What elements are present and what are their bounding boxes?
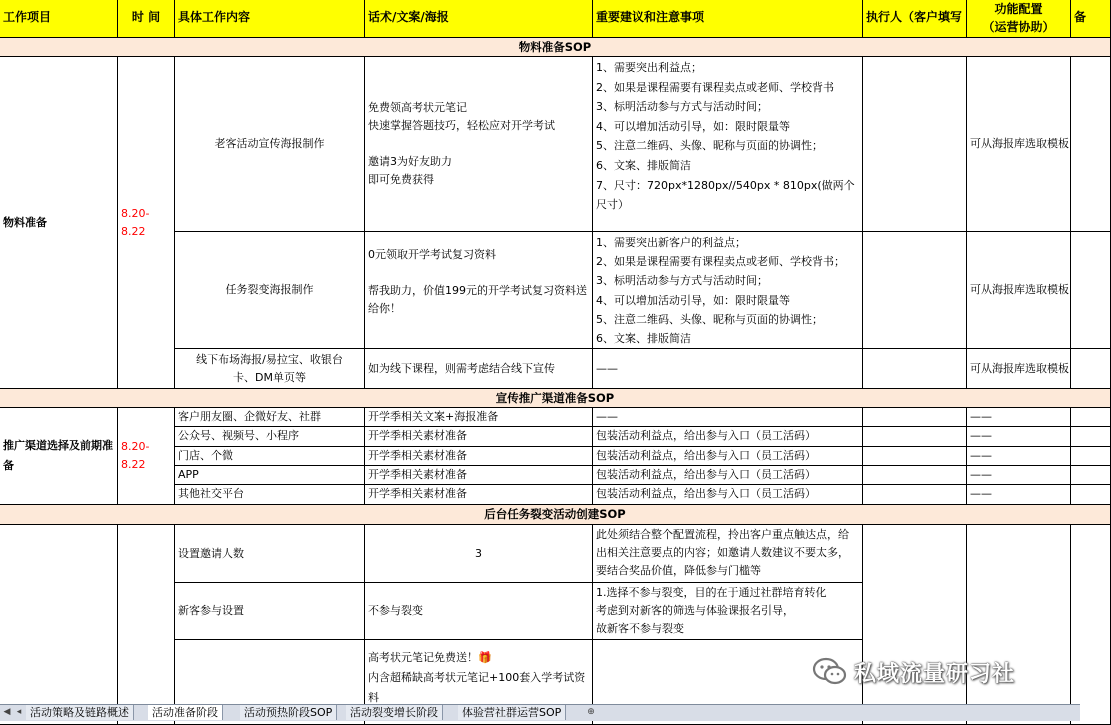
header-project[interactable]: 工作项目 bbox=[0, 0, 118, 38]
channel-row5-owner[interactable] bbox=[863, 485, 967, 505]
channel-row4-content[interactable]: APP bbox=[175, 466, 365, 485]
channel-row1-extra[interactable] bbox=[1071, 408, 1111, 427]
wechat-bubble-icon bbox=[812, 656, 848, 688]
material-row2-content[interactable]: 任务裂变海报制作 bbox=[175, 232, 365, 349]
channel-row3-copy[interactable]: 开学季相关素材准备 bbox=[365, 447, 593, 466]
material-row3-copy[interactable]: 如为线下课程，则需考虑结合线下宣传 bbox=[365, 349, 593, 389]
material-row3-content[interactable]: 线下布场海报/易拉宝、收银台卡、DM单页等 bbox=[175, 349, 365, 389]
tab-insert-sheet-icon[interactable]: ⊕ bbox=[587, 707, 595, 717]
section-backend-title[interactable]: 后台任务裂变活动创建SOP bbox=[0, 505, 1111, 525]
channel-row4-copy[interactable]: 开学季相关素材准备 bbox=[365, 466, 593, 485]
header-content[interactable]: 具体工作内容 bbox=[175, 0, 365, 38]
backend-row2-content[interactable]: 新客参与设置 bbox=[175, 583, 365, 640]
material-row2-copy[interactable]: 0元领取开学考试复习资料 帮我助力，价值199元的开学考试复习资料送给你！ bbox=[365, 232, 593, 349]
material-row2-owner[interactable] bbox=[863, 232, 967, 349]
channel-row2-config[interactable]: —— bbox=[967, 427, 1071, 447]
sheet-tab-bar bbox=[0, 704, 1080, 721]
material-row1-copy[interactable]: 免费领高考状元笔记 快速掌握答题技巧，轻松应对开学考试 邀请3为好友助力 即可免费获得 bbox=[365, 57, 593, 232]
material-row3-extra[interactable] bbox=[1071, 349, 1111, 389]
watermark-text: 私域流量研习社 bbox=[854, 661, 1016, 687]
backend-time[interactable] bbox=[118, 525, 175, 725]
channel-row5-config[interactable]: —— bbox=[967, 485, 1071, 505]
section-channel-title[interactable]: 宣传推广渠道准备SOP bbox=[0, 389, 1111, 408]
backend-owner[interactable] bbox=[863, 525, 967, 725]
channel-project[interactable]: 推广渠道选择及前期准备 bbox=[0, 408, 118, 505]
channel-row4-owner[interactable] bbox=[863, 466, 967, 485]
channel-row5-copy[interactable]: 开学季相关素材准备 bbox=[365, 485, 593, 505]
material-row1-notes[interactable]: 1、需要突出利益点； 2、如果是课程需要有课程卖点或老师、学校背书 3、标明活动参与方式与活动时间； 4、可以增加活动引导，如：限时限量等 5、注意二维码、头像、昵称与页面的协调性； 6、文案、排版简洁 7、尺寸：720px*1280px//540px * 810px(做两个尺寸） bbox=[593, 57, 863, 232]
material-row3-notes[interactable]: —— bbox=[593, 349, 863, 389]
channel-row3-notes[interactable]: 包装活动利益点，给出参与入口（员工活码） bbox=[593, 447, 863, 466]
channel-row1-content[interactable]: 客户朋友圈、企微好友、社群 bbox=[175, 408, 365, 427]
channel-row3-owner[interactable] bbox=[863, 447, 967, 466]
channel-row4-notes[interactable]: 包装活动利益点，给出参与入口（员工活码） bbox=[593, 466, 863, 485]
channel-row2-copy[interactable]: 开学季相关素材准备 bbox=[365, 427, 593, 447]
watermark bbox=[812, 652, 1062, 692]
channel-row1-config[interactable]: —— bbox=[967, 408, 1071, 427]
backend-row1-notes[interactable]: 此处须结合整个配置流程，拎出客户重点触达点，给出相关注意要点的内容；如邀请人数建议不要太多，要结合奖品价值，降低参与门槛等 bbox=[593, 525, 863, 583]
backend-row3-copy[interactable]: 高考状元笔记免费送！🎁 内含超稀缺高考状元笔记+100套入学考试资料 bbox=[365, 640, 593, 725]
header-notes[interactable]: 重要建议和注意事项 bbox=[593, 0, 863, 38]
channel-time[interactable]: 8.20-8.22 bbox=[118, 408, 175, 505]
tab-scroll-first-icon[interactable]: ◀ bbox=[3, 707, 11, 717]
backend-config[interactable] bbox=[967, 525, 1071, 725]
material-row2-extra[interactable] bbox=[1071, 232, 1111, 349]
channel-row1-notes[interactable]: —— bbox=[593, 408, 863, 427]
material-row3-owner[interactable] bbox=[863, 349, 967, 389]
header-config-line1: 功能配置 bbox=[994, 2, 1043, 16]
channel-row2-extra[interactable] bbox=[1071, 427, 1111, 447]
channel-row1-copy[interactable]: 开学季相关文案+海报准备 bbox=[365, 408, 593, 427]
backend-project[interactable] bbox=[0, 525, 118, 725]
channel-row4-extra[interactable] bbox=[1071, 466, 1111, 485]
material-row1-owner[interactable] bbox=[863, 57, 967, 232]
channel-row2-notes[interactable]: 包装活动利益点，给出参与入口（员工活码） bbox=[593, 427, 863, 447]
material-row1-content[interactable]: 老客活动宣传海报制作 bbox=[175, 57, 365, 232]
tab-preparation[interactable]: 活动准备阶段 bbox=[148, 705, 223, 720]
tab-warmup[interactable]: 活动预热阶段SOP bbox=[240, 705, 337, 720]
section-material-title[interactable]: 物料准备SOP bbox=[0, 38, 1111, 57]
header-config[interactable] bbox=[967, 0, 1071, 38]
channel-row3-content[interactable]: 门店、个微 bbox=[175, 447, 365, 466]
header-copy[interactable]: 话术/文案/海报 bbox=[365, 0, 593, 38]
channel-row2-content[interactable]: 公众号、视频号、小程序 bbox=[175, 427, 365, 447]
channel-row4-config[interactable]: —— bbox=[967, 466, 1071, 485]
material-row2-config[interactable]: 可从海报库选取模板 bbox=[967, 232, 1071, 349]
tab-scroll-prev-icon[interactable]: ◂ bbox=[16, 707, 22, 717]
backend-row1-copy[interactable]: 3 bbox=[365, 525, 593, 583]
backend-row2-notes[interactable]: 1.选择不参与裂变，目的在于通过社群培育转化 考虑到对新客的筛选与体验课报名引导， 故新客不参与裂变 bbox=[593, 583, 863, 640]
channel-row2-owner[interactable] bbox=[863, 427, 967, 447]
channel-row1-owner[interactable] bbox=[863, 408, 967, 427]
material-row1-config[interactable]: 可从海报库选取模板 bbox=[967, 57, 1071, 232]
header-owner[interactable]: 执行人（客户填写 bbox=[863, 0, 967, 38]
tab-fission-growth[interactable]: 活动裂变增长阶段 bbox=[346, 705, 443, 720]
tab-strategy-overview[interactable]: 活动策略及链路概述 bbox=[26, 705, 134, 720]
material-time[interactable]: 8.20-8.22 bbox=[118, 57, 175, 389]
channel-row5-content[interactable]: 其他社交平台 bbox=[175, 485, 365, 505]
backend-row1-content[interactable]: 设置邀请人数 bbox=[175, 525, 365, 583]
header-time[interactable]: 时 间 bbox=[118, 0, 175, 38]
material-row1-extra[interactable] bbox=[1071, 57, 1111, 232]
material-row3-config[interactable]: 可从海报库选取模板 bbox=[967, 349, 1071, 389]
backend-extra[interactable] bbox=[1071, 525, 1111, 725]
material-row2-notes[interactable]: 1、需要突出新客户的利益点； 2、如果是课程需要有课程卖点或老师、学校背书； 3、标明活动参与方式与活动时间； 4、可以增加活动引导，如：限时限量等 5、注意二维码、头像、昵称与页面的协调性； 6、文案、排版简洁 bbox=[593, 232, 863, 349]
channel-row3-extra[interactable] bbox=[1071, 447, 1111, 466]
material-project[interactable]: 物料准备 bbox=[0, 57, 118, 389]
header-config-line2: （运营协助） bbox=[982, 20, 1055, 34]
channel-row5-notes[interactable]: 包装活动利益点，给出参与入口（员工活码） bbox=[593, 485, 863, 505]
tab-community-ops[interactable]: 体验营社群运营SOP bbox=[458, 705, 566, 720]
channel-row3-config[interactable]: —— bbox=[967, 447, 1071, 466]
header-extra[interactable]: 备 bbox=[1071, 0, 1111, 38]
backend-row2-copy[interactable]: 不参与裂变 bbox=[365, 583, 593, 640]
channel-row5-extra[interactable] bbox=[1071, 485, 1111, 505]
